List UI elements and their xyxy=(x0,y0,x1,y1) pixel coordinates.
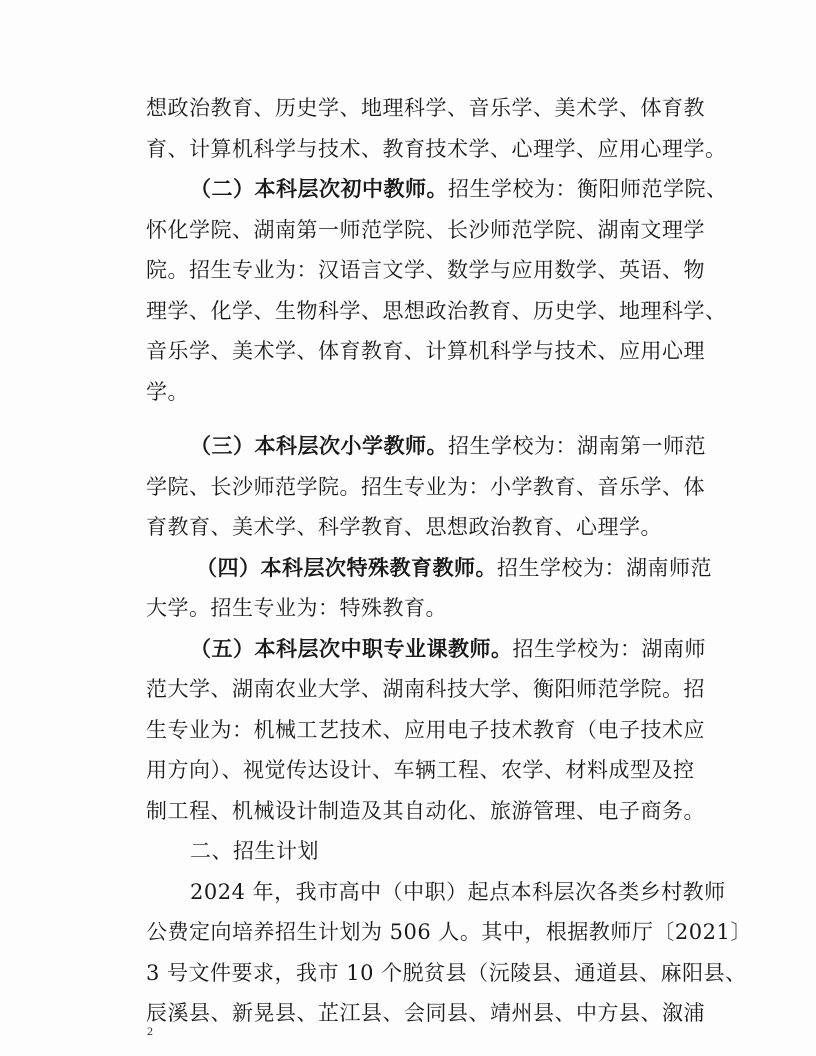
section-3-first-line xyxy=(146,426,706,467)
text-line: 理学、化学、生物科学、思想政治教育、历史学、地理科学、 xyxy=(146,298,727,323)
text-line: 学院、长沙师范学院。招生专业为：小学教育、音乐学、体 xyxy=(146,474,705,499)
section-heading-plan: 二、招生计划 xyxy=(190,839,319,863)
text-line: 3 号文件要求，我市 10 个脱贫县（沅陵县、通道县、麻阳县、 xyxy=(146,960,747,985)
section-3-heading: （三）本科层次小学教师。 xyxy=(190,433,448,458)
text-line: 怀化学院、湖南第一师范学院、长沙师范学院、湖南文理学 xyxy=(146,217,705,242)
text-line: 大学。招生专业为：特殊教育。 xyxy=(146,596,447,620)
section-4-heading: （四）本科层次特殊教育教师。 xyxy=(196,554,497,580)
document-body xyxy=(146,88,752,1034)
section-2-text: 招生学校为：衡阳师范学院、 xyxy=(448,177,728,201)
section-2-heading: （二）本科层次初中教师。 xyxy=(190,176,448,201)
section-4-first-line xyxy=(146,548,712,589)
plan-first-line: 2024 年，我市高中（中职）起点本科层次各类乡村教师 xyxy=(190,879,726,904)
section-5-text: 招生学校为：湖南师 xyxy=(512,636,706,661)
section-4-text: 招生学校为：湖南师范 xyxy=(497,555,712,580)
text-line: 生专业为：机械工艺技术、应用电子技术教育（电子技术应 xyxy=(146,717,705,742)
section-3-text: 招生学校为：湖南第一师范 xyxy=(448,434,706,458)
text-line: 音乐学、美术学、体育教育、计算机科学与技术、应用心理 xyxy=(146,339,705,363)
section-5-heading: （五）本科层次中职专业课教师。 xyxy=(190,635,513,661)
text-line: 用方向）、视觉传达设计、车辆工程、农学、材料成型及控 xyxy=(146,758,695,782)
section-2-first-line xyxy=(146,169,728,210)
text-line: 辰溪县、新晃县、芷江县、会同县、靖州县、中方县、溆浦 xyxy=(146,1001,705,1025)
page-number: 2 xyxy=(147,1024,153,1038)
text-line: 院。招生专业为：汉语言文学、数学与应用数学、英语、物 xyxy=(146,258,705,282)
text-line: 育、计算机科学与技术、教育技术学、心理学、应用心理学。 xyxy=(146,136,727,161)
paragraph-gap xyxy=(146,412,706,426)
text-line: 范大学、湖南农业大学、湖南科技大学、衡阳师范学院。招 xyxy=(146,677,705,701)
text-line: 学。 xyxy=(146,379,189,404)
text-line: 制工程、机械设计制造及其自动化、旅游管理、电子商务。 xyxy=(146,798,705,823)
text-line: 育教育、美术学、科学教育、思想政治教育、心理学。 xyxy=(146,515,662,539)
section-5-first-line xyxy=(146,629,706,670)
text-line: 想政治教育、历史学、地理科学、音乐学、美术学、体育教 xyxy=(146,96,705,120)
text-line: 公费定向培养招生计划为 506 人。其中，根据教师厅〔2021〕 xyxy=(146,920,752,944)
